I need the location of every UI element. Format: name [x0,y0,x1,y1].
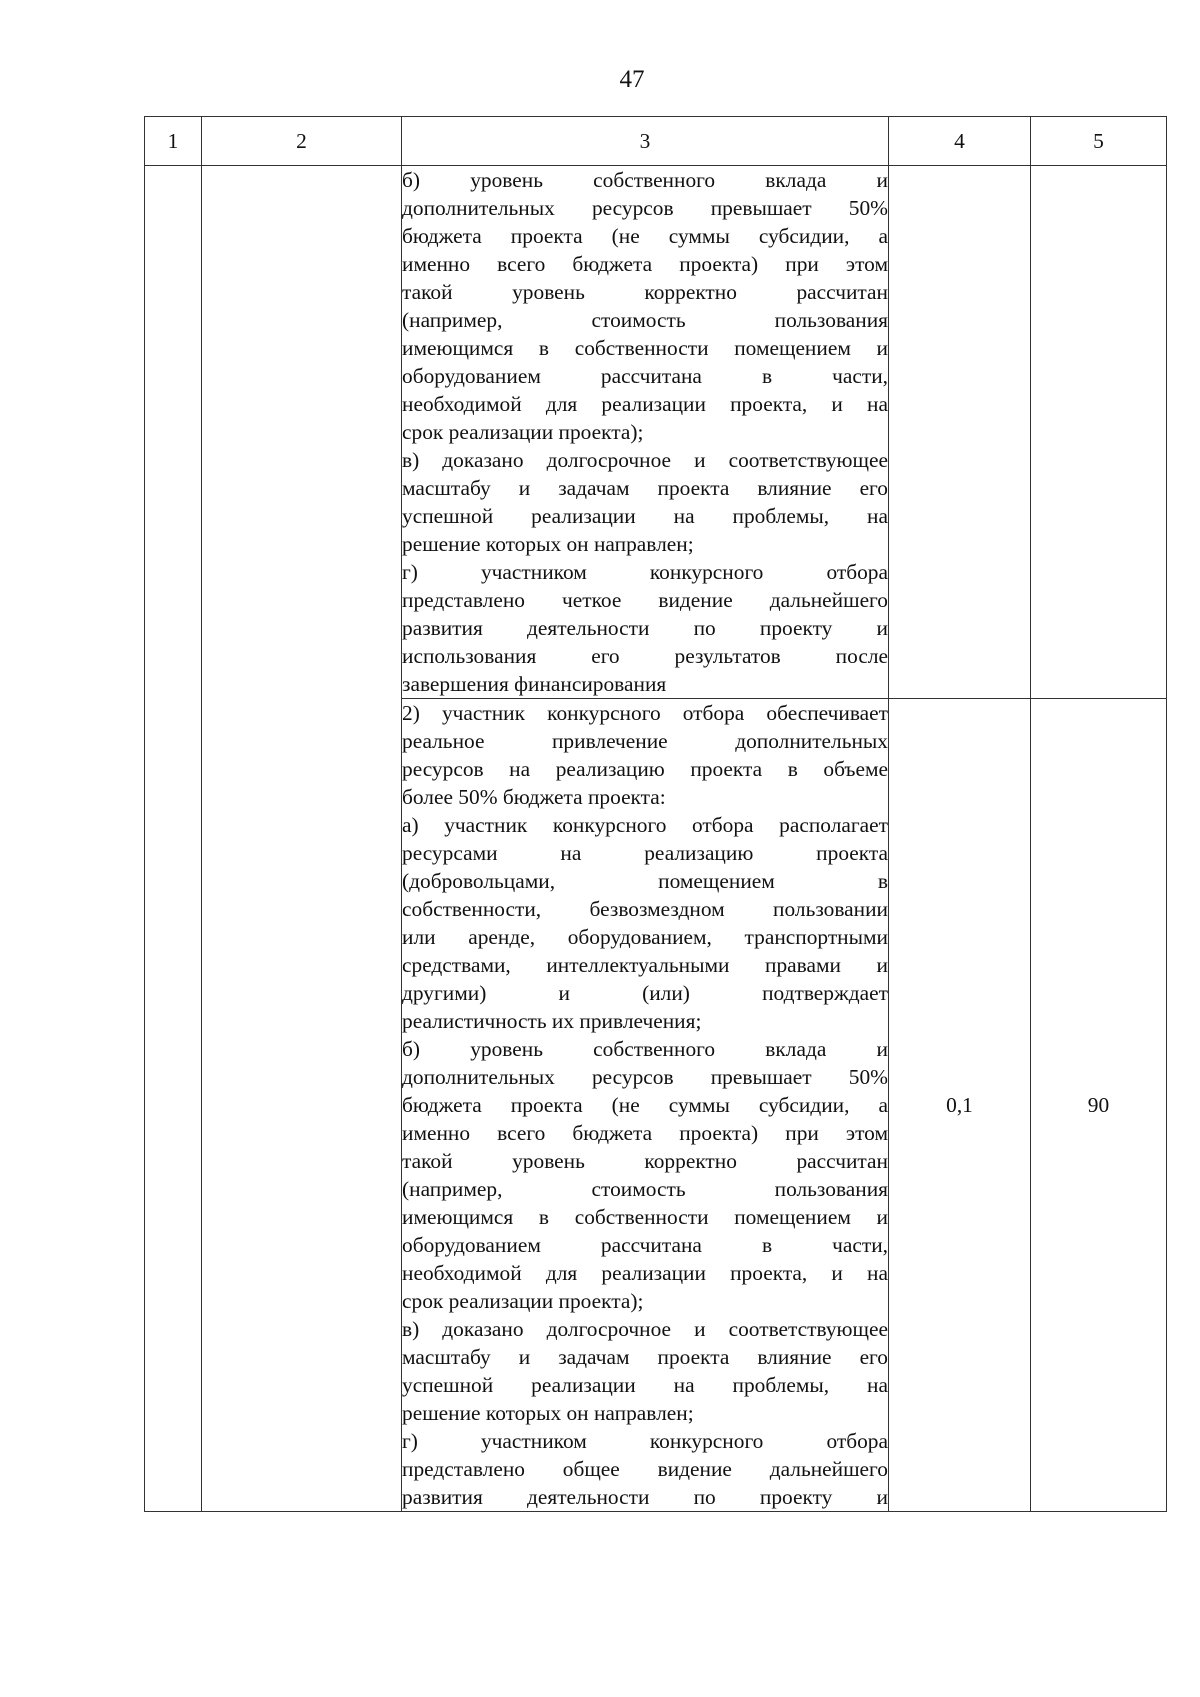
weight-cell: 0,1 [889,699,1031,1512]
text-line: в) доказано долгосрочное и соответствующее [402,448,888,472]
text-line: оборудованием рассчитана в части, [402,364,888,388]
text-line: такой уровень корректно рассчитан [402,280,888,304]
page-number: 47 [619,66,645,93]
text-line: дополнительных ресурсов превышает 50% [402,196,888,220]
text-line: масштабу и задачам проекта влияние его [402,476,888,500]
text-line: б) уровень собственного вклада и [402,168,888,192]
text-line: такой уровень корректно рассчитан [402,1149,888,1173]
header-col-2: 2 [202,117,402,166]
text-line: ресурсов на реализацию проекта в объеме [402,757,888,781]
text-line: (добровольцами, помещением в [402,869,888,893]
text-line: г) участником конкурсного отбора [402,1429,888,1453]
table-header-row [145,117,1167,166]
header-col-5: 5 [1031,117,1167,166]
text-line: бюджета проекта (не суммы субсидии, а [402,1093,888,1117]
text-line: (например, стоимость пользования [402,1177,888,1201]
text-line: другими) и (или) подтверждает [402,981,888,1005]
text-line: (например, стоимость пользования [402,308,888,332]
text-line: развития деятельности по проекту и [402,1485,888,1509]
text-line: успешной реализации на проблемы, на [402,504,888,528]
criteria-table [144,116,1167,1512]
text-line: средствами, интеллектуальными правами и [402,953,888,977]
header-col-4: 4 [889,117,1031,166]
text-line: успешной реализации на проблемы, на [402,1373,888,1397]
text-line: ресурсами на реализацию проекта [402,841,888,865]
text-line: развития деятельности по проекту и [402,616,888,640]
weight-cell [889,166,1031,699]
criteria-text-cell [402,166,889,699]
text-line: представлено общее видение дальнейшего [402,1457,888,1481]
criteria-text [402,699,888,1511]
text-line: реальное привлечение дополнительных [402,729,888,753]
row-cell-col-1 [145,166,202,1512]
criteria-text-cell [402,699,889,1512]
table-row [145,166,1167,699]
score-cell [1031,166,1167,699]
text-line: более 50% бюджета проекта: [402,785,666,809]
text-line: или аренде, оборудованием, транспортными [402,925,888,949]
text-line: в) доказано долгосрочное и соответствующее [402,1317,888,1341]
text-line: бюджета проекта (не суммы субсидии, а [402,224,888,248]
text-line: имеющимся в собственности помещением и [402,1205,888,1229]
text-line: именно всего бюджета проекта) при этом [402,252,888,276]
text-line: представлено четкое видение дальнейшего [402,588,888,612]
text-line: завершения финансирования [402,672,667,696]
text-line: решение которых он направлен; [402,1401,694,1425]
text-line: необходимой для реализации проекта, и на [402,392,888,416]
text-line: оборудованием рассчитана в части, [402,1233,888,1257]
text-line: 2) участник конкурсного отбора обеспечивает [402,701,888,725]
row-cell-col-2 [202,166,402,1512]
text-line: срок реализации проекта); [402,420,644,444]
text-line: дополнительных ресурсов превышает 50% [402,1065,888,1089]
header-col-1: 1 [145,117,202,166]
text-line: г) участником конкурсного отбора [402,560,888,584]
text-line: срок реализации проекта); [402,1289,644,1313]
text-line: масштабу и задачам проекта влияние его [402,1345,888,1369]
text-line: использования его результатов после [402,644,888,668]
text-line: именно всего бюджета проекта) при этом [402,1121,888,1145]
text-line: необходимой для реализации проекта, и на [402,1261,888,1285]
text-line: а) участник конкурсного отбора располагает [402,813,888,837]
text-line: реалистичность их привлечения; [402,1009,702,1033]
header-col-3: 3 [402,117,889,166]
text-line: имеющимся в собственности помещением и [402,336,888,360]
score-cell: 90 [1031,699,1167,1512]
text-line: б) уровень собственного вклада и [402,1037,888,1061]
criteria-text [402,166,888,698]
text-line: решение которых он направлен; [402,532,694,556]
text-line: собственности, безвозмездном пользовании [402,897,888,921]
